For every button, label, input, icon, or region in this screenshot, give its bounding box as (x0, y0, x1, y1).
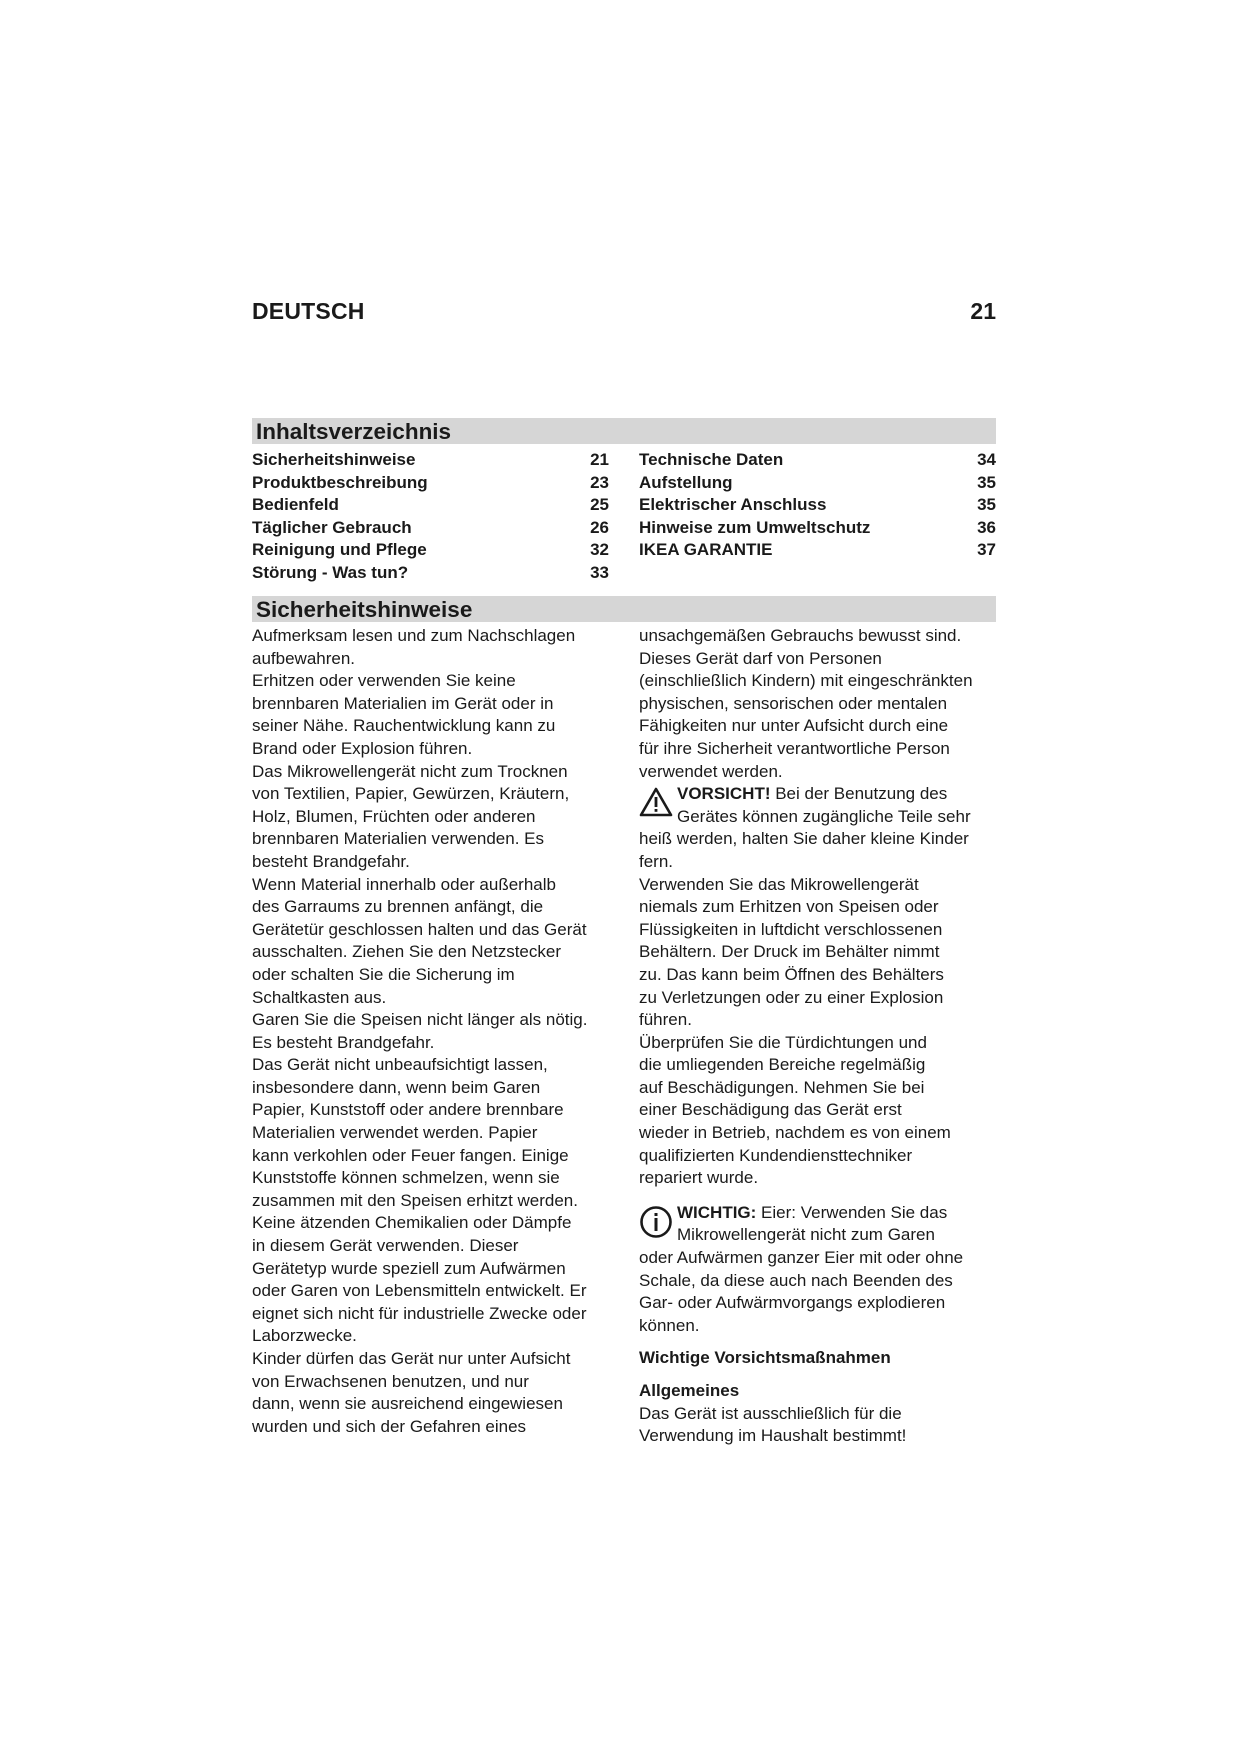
safety-right-column (639, 625, 1001, 1448)
text-line: brennbaren Materialien verwenden. Es (252, 829, 545, 849)
text-line: aufbewahren. (252, 648, 356, 668)
toc-entry-page: 35 (977, 472, 996, 492)
text-line: Gerätetyp wurde speziell zum Aufwärmen (252, 1258, 566, 1278)
info-circle-icon (639, 1205, 673, 1239)
toc-entry-page: 25 (590, 495, 609, 515)
important-text-3: oder Aufwärmen ganzer Eier mit oder ohne (639, 1248, 964, 1268)
text-line: Brand oder Explosion führen. (252, 738, 473, 758)
text-line: für ihre Sicherheit verantwortliche Person (639, 738, 950, 758)
toc-entry-title: Hinweise zum Umweltschutz (639, 517, 871, 537)
text-line: Holz, Blumen, Früchten oder anderen (252, 806, 536, 826)
toc-entry (639, 472, 996, 495)
text-line: (einschließlich Kindern) mit eingeschränkten (639, 671, 973, 691)
important-label: WICHTIG: (677, 1202, 757, 1222)
toc-entry-page: 34 (977, 450, 996, 469)
text-line: wurden und sich der Gefahren eines (252, 1416, 527, 1436)
text-line: führen. (639, 1010, 692, 1030)
text-line: Laborzwecke. (252, 1326, 357, 1346)
text-line: in diesem Gerät verwenden. Dieser (252, 1236, 519, 1256)
text-line: Das Mikrowellengerät nicht zum Trocknen (252, 761, 568, 781)
toc-entry-page: 32 (590, 540, 609, 560)
text-line: niemals zum Erhitzen von Speisen oder (639, 897, 939, 917)
general-text (639, 1403, 1001, 1448)
text-line: Das Gerät nicht unbeaufsichtigt lassen, (252, 1055, 548, 1075)
safety-heading: Sicherheitshinweise (252, 596, 996, 622)
text-line: Verwendung im Haushalt bestimmt! (639, 1426, 907, 1446)
text-line: oder Garen von Lebensmitteln entwickelt. Er (252, 1281, 587, 1301)
language-label: DEUTSCH (252, 298, 365, 324)
safety-left-column (252, 625, 612, 1438)
text-line: unsachgemäßen Gebrauchs bewusst sind. (639, 626, 962, 645)
right-intro-text (639, 625, 1001, 783)
important-notice (639, 1202, 1001, 1338)
text-line: eignet sich nicht für industrielle Zwecke oder (252, 1303, 587, 1323)
text-line: kann verkohlen oder Feuer fangen. Einige (252, 1145, 569, 1165)
toc-entry-page: 23 (590, 472, 609, 492)
toc-entry-title: Störung - Was tun? (252, 562, 409, 582)
toc-entry (639, 449, 996, 472)
text-line: Garen Sie die Speisen nicht länger als nötig. (252, 1010, 588, 1030)
important-text-1: Eier: Verwenden Sie das (756, 1202, 948, 1222)
toc-entry-page: 37 (977, 540, 996, 560)
text-line: zu Verletzungen oder zu einer Explosion (639, 987, 944, 1007)
page-number: 21 (970, 298, 996, 324)
toc-entry-page: 21 (590, 450, 609, 469)
text-line: Das Gerät ist ausschließlich für die (639, 1403, 902, 1423)
toc-left-column (252, 449, 609, 585)
toc-entry (639, 517, 996, 540)
text-line: Überprüfen Sie die Türdichtungen und (639, 1032, 927, 1052)
right-mid-text (639, 874, 1001, 1190)
text-line: von Erwachsenen benutzen, und nur (252, 1371, 529, 1391)
caution-text-1: Bei der Benutzung des (770, 784, 948, 804)
toc-entry (252, 472, 609, 495)
text-line: des Garraums zu brennen anfängt, die (252, 897, 544, 917)
toc-entry (252, 562, 609, 585)
text-line: verwendet werden. (639, 761, 783, 781)
text-line: qualifizierten Kundendiensttechniker (639, 1145, 913, 1165)
toc-entry (252, 494, 609, 517)
toc-entry-title: Reinigung und Pflege (252, 540, 427, 560)
caution-label: VORSICHT! (677, 784, 771, 804)
text-line: zusammen mit den Speisen erhitzt werden. (252, 1190, 578, 1210)
text-line: seiner Nähe. Rauchentwicklung kann zu (252, 716, 556, 736)
toc-entry-title: Produktbeschreibung (252, 472, 428, 492)
important-text-2: Mikrowellengerät nicht zum Garen (677, 1225, 935, 1245)
text-line: repariert wurde. (639, 1168, 759, 1188)
caution-text-3: heiß werden, halten Sie daher kleine Kinder (639, 829, 969, 849)
toc-entry-title: Sicherheitshinweise (252, 450, 416, 469)
toc-entry-page: 26 (590, 517, 609, 537)
toc-entry (252, 517, 609, 540)
toc-entry-page: 36 (977, 517, 996, 537)
toc-entry (252, 449, 609, 472)
text-line: Gerätetür geschlossen halten und das Gerät (252, 919, 587, 939)
text-line: wieder in Betrieb, nachdem es von einem (639, 1123, 951, 1143)
text-line: zu. Das kann beim Öffnen des Behälters (639, 964, 944, 984)
toc-entry (639, 539, 996, 562)
text-line: Schaltkasten aus. (252, 987, 387, 1007)
text-line: Materialien verwendet werden. Papier (252, 1123, 538, 1143)
text-line: einer Beschädigung das Gerät erst (639, 1100, 902, 1120)
toc-entry-page: 35 (977, 495, 996, 515)
caution-notice (639, 783, 1001, 873)
toc-entry-title: Elektrischer Anschluss (639, 495, 827, 515)
text-line: Kunststoffe können schmelzen, wenn sie (252, 1168, 560, 1188)
text-line: Wenn Material innerhalb oder außerhalb (252, 874, 556, 894)
text-line: Es besteht Brandgefahr. (252, 1032, 435, 1052)
text-line: ausschalten. Ziehen Sie den Netzstecker (252, 942, 562, 962)
toc-entry-title: Täglicher Gebrauch (252, 517, 412, 537)
text-line: besteht Brandgefahr. (252, 851, 410, 871)
page-header (252, 298, 996, 332)
general-heading: Allgemeines (639, 1381, 740, 1400)
text-line: Papier, Kunststoff oder andere brennbare (252, 1100, 564, 1120)
caution-text-2: Gerätes können zugängliche Teile sehr (677, 806, 971, 826)
toc-entry-title: Technische Daten (639, 450, 784, 469)
toc-entry-title: IKEA GARANTIE (639, 540, 773, 560)
toc-entry-title: Bedienfeld (252, 495, 339, 515)
text-line: auf Beschädigungen. Nehmen Sie bei (639, 1077, 925, 1097)
text-line: oder schalten Sie die Sicherung im (252, 964, 515, 984)
text-line: Kinder dürfen das Gerät nur unter Aufsicht (252, 1349, 571, 1368)
text-line: Erhitzen oder verwenden Sie keine (252, 671, 516, 691)
toc-entry-title: Aufstellung (639, 472, 733, 492)
text-line: brennbaren Materialien im Gerät oder in (252, 693, 554, 713)
precautions-heading: Wichtige Vorsichtsmaßnahmen (639, 1348, 891, 1368)
warning-triangle-icon (639, 786, 673, 820)
important-text-5: Gar- oder Aufwärmvorgangs explodieren (639, 1293, 946, 1313)
important-text-4: Schale, da diese auch nach Beenden des (639, 1270, 953, 1290)
text-line: dann, wenn sie ausreichend eingewiesen (252, 1394, 563, 1414)
text-line: Flüssigkeiten in luftdicht verschlossenen (639, 919, 943, 939)
caution-text-4: fern. (639, 851, 674, 871)
text-line: Verwenden Sie das Mikrowellengerät (639, 874, 919, 894)
toc-right-column (639, 449, 996, 562)
text-line: Fähigkeiten nur unter Aufsicht durch eine (639, 716, 949, 736)
text-line: Behältern. Der Druck im Behälter nimmt (639, 942, 940, 962)
text-line: die umliegenden Bereiche regelmäßig (639, 1055, 926, 1075)
toc-entry (639, 494, 996, 517)
text-line: physischen, sensorischen oder mentalen (639, 693, 948, 713)
toc-heading: Inhaltsverzeichnis (252, 418, 996, 444)
important-text-6: können. (639, 1315, 700, 1335)
text-line: Aufmerksam lesen und zum Nachschlagen (252, 626, 576, 645)
toc-entry (252, 539, 609, 562)
text-line: Keine ätzenden Chemikalien oder Dämpfe (252, 1213, 572, 1233)
text-line: Dieses Gerät darf von Personen (639, 648, 882, 668)
text-line: insbesondere dann, wenn beim Garen (252, 1077, 541, 1097)
text-line: von Textilien, Papier, Gewürzen, Kräutern, (252, 784, 570, 804)
toc-entry-page: 33 (590, 562, 609, 582)
